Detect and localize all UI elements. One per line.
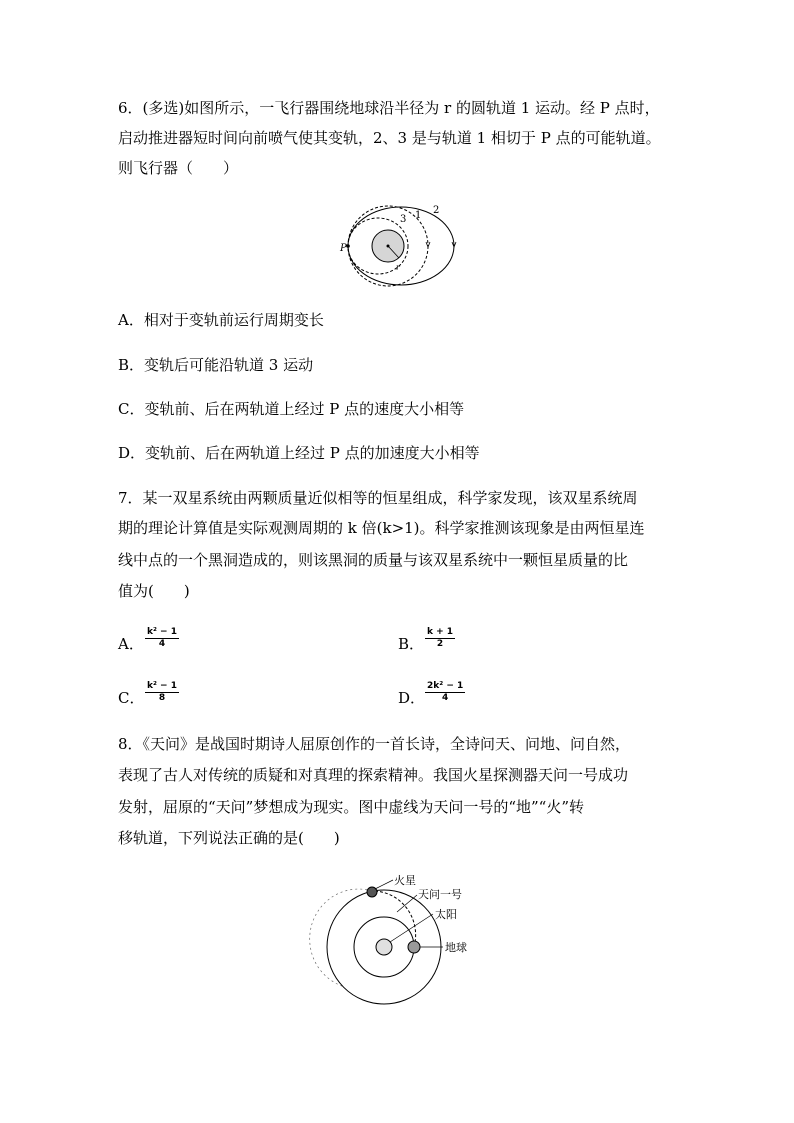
- q6-option-b: B．变轨后可能沿轨道 3 运动: [118, 356, 314, 374]
- q8-line-4: 移轨道，下列说法正确的是( ): [118, 829, 340, 847]
- q7-option-d-label: D．: [398, 689, 426, 707]
- earth-disc: [408, 941, 420, 953]
- q6-line-1: 6．(多选)如图所示，一飞行器围绕地球沿半径为 r 的圆轨道 1 运动。经 P 点时，: [118, 99, 660, 117]
- point-p: [346, 244, 350, 248]
- label-mars: 火星: [394, 874, 416, 887]
- q7-line-3: 线中点的一个黑洞造成的，则该黑洞的质量与该双星系统中一颗恒星质量的比: [118, 551, 629, 569]
- denominator: 8: [158, 693, 166, 703]
- denominator: 4: [442, 693, 449, 703]
- denominator: 2: [436, 639, 444, 649]
- q6-option-c: C．变轨前、后在两轨道上经过 P 点的速度大小相等: [118, 400, 465, 418]
- transfer-orbit-inner: [310, 889, 372, 987]
- sun-disc: [376, 939, 392, 955]
- q7-line-4: 值为( ): [118, 582, 190, 600]
- leader-sun: [390, 914, 433, 942]
- q7-option-a-fraction: [145, 627, 179, 650]
- numerator: 2k² − 1: [427, 681, 464, 691]
- q6-option-d: D．变轨前、后在两轨道上经过 P 点的加速度大小相等: [118, 444, 480, 462]
- q7-option-a-label: A．: [118, 635, 144, 653]
- numerator: k + 1: [427, 627, 454, 637]
- label-sun: 太阳: [435, 908, 457, 921]
- q7-line-2: 期的理论计算值是实际观测周期的 k 倍(k>1)。科学家推测该现象是由两恒星连: [118, 519, 645, 537]
- q6-line-3: 则飞行器（ ）: [118, 159, 239, 177]
- label-earth: 地球: [445, 941, 467, 954]
- q7-option-b-label: B．: [398, 635, 425, 653]
- q6-line-2: 启动推进器短时间向前喷气使其变轨，2、3 是与轨道 1 相切于 P 点的可能轨道。: [118, 129, 661, 147]
- q8-line-3: 发射，屈原的“天问”梦想成为现实。图中虚线为天问一号的“地”“火”转: [118, 798, 585, 816]
- leader-probe: [397, 895, 417, 912]
- q6-orbit-figure: [330, 200, 470, 292]
- label-probe: 天问一号: [418, 888, 462, 901]
- q8-line-1: 8．《天问》是战国时期诗人屈原创作的一首长诗，全诗问天、问地、问自然，: [118, 735, 631, 753]
- label-r: r: [396, 263, 400, 272]
- label-3: 3: [400, 214, 407, 225]
- label-p: P: [340, 243, 347, 254]
- q6-option-a: A．相对于变轨前运行周期变长: [118, 311, 324, 329]
- q7-option-b-fraction: [425, 627, 455, 650]
- denominator: 4: [158, 639, 166, 649]
- q8-orbit-figure: [315, 862, 485, 1012]
- q7-option-c-label: C．: [118, 689, 145, 707]
- label-1: 1: [415, 210, 422, 221]
- q7-line-1: 7．某一双星系统由两颗质量近似相等的恒星组成，科学家发现，该双星系统周: [118, 489, 638, 507]
- label-2: 2: [433, 205, 440, 216]
- q7-option-c-fraction: [145, 681, 179, 704]
- numerator: k² − 1: [147, 681, 177, 691]
- q7-option-d-fraction: [425, 681, 465, 704]
- numerator: k² − 1: [147, 627, 177, 637]
- q8-line-2: 表现了古人对传统的质疑和对真理的探索精神。我国火星探测器天问一号成功: [118, 766, 629, 784]
- leader-mars: [375, 880, 393, 889]
